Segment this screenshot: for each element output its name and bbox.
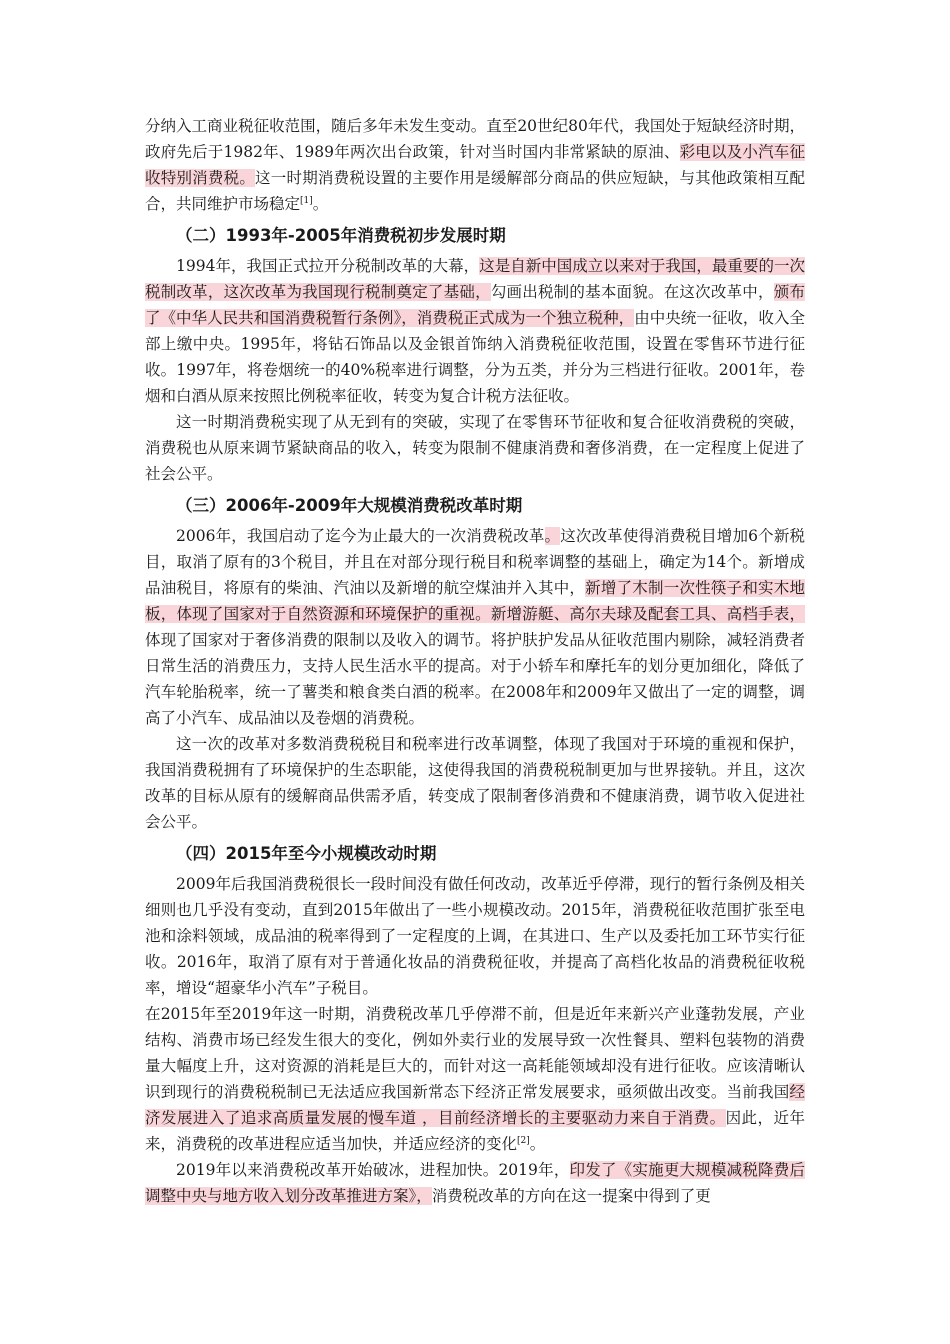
text-run: 因此，近年来，消费税的改革进程应适当加快，并适应经济的变化: [145, 1109, 805, 1153]
paragraph-5: 这一次的改革对多数消费税税目和税率进行改革调整，体现了我国对于环境的重视和保护，我国消费税拥有了环境保护的生态职能，这使得我国的消费税税制更加与世界接轨。并且，这次改革的目标从原有的缓解商品供需矛盾，转变成了限制奢侈消费和不健康消费，调节收入促进社会公平。: [145, 735, 805, 831]
highlight-run: 。: [544, 527, 561, 545]
text-run: 在2015年至2019年这一时期，消费税改革几乎停滞不前，但是近年来新兴产业蓬勃发展，产业结构、消费市场已经发生很大的变化，例如外卖行业的发展导致一次性餐具、塑料包装物的消费量大幅度上升，这对资源的消耗是巨大的，而针对这一高耗能领域却没有进行征收。应该清晰认识到现行的消费税税制已无法适应我国新常态下经济正常发展要求，亟须做出改变。当前我国: [145, 1005, 805, 1101]
highlight-run: 印发了《实施更大规模减税降费后调整中央与地方收入划分改革推进方案》，: [145, 1161, 805, 1205]
paragraph-6: 2009年后我国消费税很长一段时间没有做任何改动，改革近乎停滞，现行的暂行条例及相关细则也几乎没有变动，直到2015年做出了一些小规模改动。2015年，消费税征收范围扩张至电池和涂料领域，成品油的税率得到了一定程度的上调，在其进口、生产以及委托加工环节实行征收。2016年，取消了原有对于普通化妆品的消费税征收，并提高了高档化妆品的消费税征收税率，增设“超豪华小汽车”子税目。: [145, 875, 805, 997]
paragraph-2: [145, 253, 805, 409]
text-run: 。: [312, 195, 329, 213]
text-run: 2019年以来消费税改革开始破冰，进程加快。2019年，: [176, 1161, 570, 1179]
paragraph-8: [145, 1157, 805, 1209]
section-heading-4: （四）2015年至今小规模改动时期: [176, 844, 437, 863]
highlight-run: 彩电以及小汽车征收特别消费税。: [145, 143, 805, 187]
highlight-run: 颁布了《中华人民共和国消费税暂行条例》，消费税正式成为一个独立税种，: [145, 283, 805, 327]
paragraph-3: 这一时期消费税实现了从无到有的突破，实现了在零售环节征收和复合征收消费税的突破，消费税也从原来调节紧缺商品的收入，转变为限制不健康消费和奢侈消费，在一定程度上促进了社会公平。: [145, 413, 805, 483]
text-run: 这一时期消费税设置的主要作用是缓解部分商品的供应短缺，与其他政策相互配合，共同维护市场稳定: [145, 169, 805, 213]
paragraph-4: [145, 523, 805, 731]
text-run: 消费税改革的方向在这一提案中得到了更: [431, 1187, 711, 1205]
citation-ref: [2]: [517, 1135, 530, 1146]
text-run: 1994年，我国正式拉开分税制改革的大幕，: [176, 257, 480, 275]
highlight-run: 这是自新中国成立以来对于我国，最重要的一次税制改革，这次改革为我国现行税制奠定了基础，: [145, 257, 805, 301]
section-heading-2: （二）1993年-2005年消费税初步发展时期: [176, 226, 506, 245]
paragraph-7: [145, 1001, 805, 1157]
highlight-run: 新增了木制一次性筷子和实木地板，体现了国家对于自然资源和环境保护的重视。新增游艇、高尔夫球及配套工具、高档手表，: [145, 579, 805, 623]
paragraph-1: [145, 113, 805, 217]
text-run: 勾画出税制的基本面貌。在这次改革中，: [490, 283, 774, 301]
text-run: 这次改革使得消费税目增加6个新税目，取消了原有的3个税目，并且在对部分现行税目和税率调整的基础上，确定为14个。新增成品油税目，将原有的柴油、汽油以及新增的航空煤油并入其中，: [145, 527, 805, 597]
section-heading-3: （三）2006年-2009年大规模消费税改革时期: [176, 496, 523, 515]
text-run: 体现了国家对于奢侈消费的限制以及收入的调节。将护肤护发品从征收范围内剔除，减轻消费者日常生活的消费压力，支持人民生活水平的提高。对于小轿车和摩托车的划分更加细化，降低了汽车轮胎税率，统一了薯类和粮食类白酒的税率。在2008年和2009年又做出了一定的调整，调高了小汽车、成品油以及卷烟的消费税。: [145, 631, 805, 727]
citation-ref: [1]: [300, 195, 313, 206]
text-run: 。: [529, 1135, 546, 1153]
text-run: 分纳入工商业税征收范围，随后多年未发生变动。直至20世纪80年代，我国处于短缺经济时期，政府先后于1982年、1989年两次出台政策，针对当时国内非常紧缺的原油、: [145, 117, 805, 161]
text-run: 由中央统一征收，收入全部上缴中央。1995年，将钻石饰品以及金银首饰纳入消费税征收范围，设置在零售环节进行征收。1997年，将卷烟统一的40%税率进行调整，分为五类，并分为三档进行征收。2001年，卷烟和白酒从原来按照比例税率征收，转变为复合计税方法征收。: [145, 309, 805, 405]
highlight-run: 经济发展进入了追求高质量发展的慢车道 ，目前经济增长的主要驱动力来自于消费。: [145, 1083, 805, 1127]
text-run: 2006年，我国启动了迄今为止最大的一次消费税改革: [176, 527, 545, 545]
